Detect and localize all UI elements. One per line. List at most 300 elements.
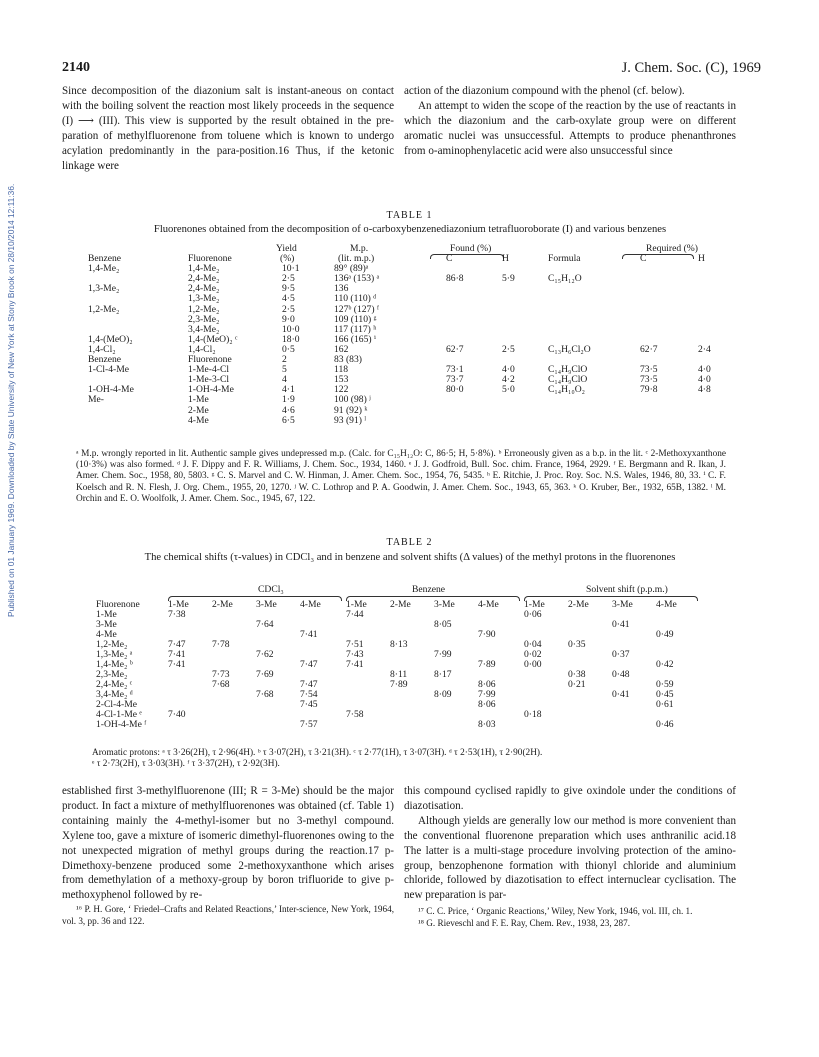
table-cell	[542, 315, 640, 325]
table-cell: 2,4-Me₂ ᶜ	[96, 679, 133, 690]
table-cell: 1,4-Cl₂	[88, 343, 116, 355]
table-cell: 2·5	[282, 303, 295, 315]
note-line: Aromatic protons: ᵃ τ 3·26(2H), τ 2·96(4H). ᵇ τ 3·07(2H), τ 3·21(3H). ᶜ τ 2·77(1H), τ 3·07(3H). ᵈ τ 2·53(1H), τ 2·90(2H).	[92, 748, 543, 758]
table-cell	[568, 710, 612, 720]
journal-header: J. Chem. Soc. (C), 1969	[621, 60, 761, 76]
table-cell: 7·45	[300, 699, 318, 710]
table-cell	[524, 680, 568, 690]
table-cell: 7·47	[300, 679, 318, 690]
table1-heading: TABLE 1	[386, 210, 433, 221]
table-row	[88, 284, 728, 294]
table-cell	[542, 395, 640, 405]
table-cell	[640, 274, 698, 284]
table-cell: 7·62	[256, 649, 274, 660]
table-cell: 7·73	[212, 669, 230, 680]
table-cell	[568, 700, 612, 710]
table-cell: 4·8	[697, 384, 711, 396]
table-cell	[212, 610, 256, 620]
table-cell: 0·18	[524, 709, 542, 720]
table-cell: 1,4-(MeO)₂	[88, 333, 133, 345]
table-cell: 153	[334, 374, 349, 386]
column-header: Benzene	[88, 253, 122, 265]
table-cell: 0·02	[524, 649, 542, 660]
table-row	[88, 274, 728, 284]
table-cell: 122	[334, 384, 349, 396]
table-cell: 0·5	[282, 343, 295, 355]
table-cell: 5·9	[502, 273, 515, 285]
table-cell: 7·58	[346, 709, 364, 720]
table-cell	[434, 630, 478, 640]
table-cell: 0·48	[612, 669, 630, 680]
column-header: Found (%)	[450, 243, 492, 254]
table-cell	[640, 395, 698, 405]
column-header: 3-Me	[256, 599, 277, 610]
table-cell: 7·89	[478, 659, 496, 670]
column-header: (lit. m.p.)	[338, 253, 375, 265]
table-cell	[212, 650, 256, 660]
table-row	[96, 620, 696, 630]
table-cell: 4	[282, 374, 287, 386]
table-cell	[698, 305, 728, 315]
table-cell	[502, 406, 542, 416]
table-cell	[612, 720, 656, 730]
table-cell: 89° (89)ᵃ	[334, 263, 369, 275]
table-cell	[212, 720, 256, 730]
table-cell: 10·1	[282, 263, 300, 275]
table2	[96, 600, 696, 730]
table-cell	[390, 610, 434, 620]
paragraph: Although yields are generally low our method is more convenient than the conventional fluorenone preparation which uses anthranilic acid.18 The latter is a multi-stage procedure involving protection of the amino-group, benzophenone formation with thionyl chloride and aluminium chloride, followed by diazotisation to effect internuclear cyclisation. The new preparation is par-	[404, 814, 736, 902]
table-row	[88, 264, 728, 274]
table-cell	[612, 700, 656, 710]
paragraph: An attempt to widen the scope of the reaction by the use of reactants in which the diazonium and the carb-oxylate group were on different aromatic nuclei was unsuccessful. Attempts to produce phenanthrones from o-aminophenylacetic acid were also unsuccessful since	[404, 99, 736, 157]
table-cell: 1,4-Me₂	[188, 263, 220, 275]
table-row	[96, 650, 696, 660]
table-cell	[256, 720, 300, 730]
table-cell: 5	[282, 364, 287, 376]
table-cell: C₁₅H₁₂O	[548, 273, 582, 285]
table-cell	[88, 406, 188, 416]
paragraph: this compound cyclised rapidly to give oxindole under the conditions of diazotisation.	[404, 785, 736, 812]
table-row	[88, 416, 728, 426]
table1-caption: Fluorenones obtained from the decomposition of o-carboxybenzenediazonium tetrafluoroborate (I) and various benzenes	[153, 224, 667, 235]
table-cell: 8·06	[478, 679, 496, 690]
table-cell: 7·44	[346, 609, 364, 620]
table-cell	[502, 315, 542, 325]
column-header: Formula	[548, 253, 581, 265]
table-cell	[698, 395, 728, 405]
table-cell: 2·5	[282, 273, 295, 285]
table-cell	[300, 640, 346, 650]
group-label: CDCl₃	[258, 584, 284, 595]
column-header: 1-Me	[524, 599, 545, 610]
table-cell	[390, 620, 434, 630]
table-cell: 7·38	[168, 609, 186, 620]
table-cell	[346, 690, 390, 700]
table-cell	[698, 264, 728, 274]
table-row	[88, 305, 728, 315]
table-cell	[502, 284, 542, 294]
table-cell: 136	[334, 283, 349, 295]
table-cell: 7·41	[346, 659, 364, 670]
table-cell	[390, 720, 434, 730]
table-cell: 7·89	[390, 679, 408, 690]
table-cell: 7·40	[168, 709, 186, 720]
table-cell: 2,3-Me₂	[188, 313, 220, 325]
table-cell	[88, 315, 188, 325]
table-cell: 3,4-Me₂ ᵈ	[96, 689, 133, 700]
table-cell: 9·0	[282, 313, 295, 325]
table-cell: 7·57	[300, 719, 318, 730]
table-cell: 73·5	[640, 374, 658, 386]
table-cell	[168, 680, 212, 690]
table-cell: 7·90	[478, 629, 496, 640]
table-cell: 0·42	[656, 659, 674, 670]
table-cell: 9·5	[282, 283, 295, 295]
table-cell	[212, 710, 256, 720]
table-cell	[524, 670, 568, 680]
paragraph: established first 3-methylfluorenone (III; R = 3-Me) should be the major product. In fact a mixture of methylfluorenones was obtained (cf. Table 1) containing mainly the 4-methyl-isomer but no 3-methyl compound. Xylene too, gave a mixture of isomeric dimethyl-fluorenones owing to the not unexpected migration of methyl groups during the reaction.17 p-Dimethoxy-benzene produced some 2-methoxyxanthone which arises from demethylation of a methoxy-group by boron trifluoride to give p-methoxyphenol followed by re-	[62, 785, 394, 902]
table-cell	[542, 325, 640, 335]
table-cell	[446, 294, 502, 304]
table-cell: 7·68	[212, 679, 230, 690]
table-cell: 1-Me	[96, 609, 117, 620]
table-cell	[212, 620, 256, 630]
column-header: Required (%)	[646, 243, 698, 254]
column-header: C	[640, 253, 647, 265]
table-cell	[656, 640, 696, 650]
table-row	[88, 345, 728, 355]
table-cell	[502, 325, 542, 335]
table-cell: Me-	[88, 394, 104, 406]
table-cell	[346, 620, 390, 630]
table-cell: 2,4-Me₂	[188, 283, 220, 295]
table-cell: 18·0	[282, 333, 300, 345]
table-cell: 4-Me	[96, 629, 117, 640]
footnote-17: ¹⁷ C. C. Price, ‘ Organic Reactions,’ Wiley, New York, 1946, vol. III, ch. 1.	[418, 906, 693, 917]
table-cell	[542, 305, 640, 315]
table-cell: 0·35	[568, 639, 586, 650]
table-cell: 8·03	[478, 719, 496, 730]
column-header: 4-Me	[656, 599, 677, 610]
table-cell: 118	[334, 364, 349, 376]
table-cell: 1-Me	[188, 394, 209, 406]
table-cell	[300, 610, 346, 620]
table-cell	[656, 610, 696, 620]
table-row	[88, 315, 728, 325]
table-row	[96, 680, 696, 690]
note-line: ᵉ τ 2·73(2H), τ 3·03(3H). ᶠ τ 3·37(2H), τ 2·92(3H).	[92, 759, 280, 770]
paragraph: action of the diazonium compound with the phenol (cf. below).	[404, 85, 685, 97]
table-cell: 166 (165) ⁱ	[334, 333, 376, 345]
table-cell: 5·0	[502, 384, 515, 396]
table-cell: C₁₄H₉ClO	[548, 364, 588, 376]
footnote-18: ¹⁸ G. Rieveschl and F. E. Ray, Chem. Rev., 1938, 23, 287.	[418, 917, 631, 928]
table-cell: 0·49	[656, 629, 674, 640]
column-header: (%)	[280, 253, 295, 265]
table-cell	[390, 650, 434, 660]
table-cell	[168, 720, 212, 730]
table-cell: 1,4-(MeO)₂ ᶜ	[188, 333, 238, 345]
table-cell: C₁₄H₁₀O₂	[548, 384, 585, 396]
table-cell	[568, 610, 612, 620]
table-cell	[256, 700, 300, 710]
table-cell: 0·04	[524, 639, 542, 650]
column-header: Yield	[276, 243, 297, 254]
table-cell	[698, 294, 728, 304]
table-cell: 2·5	[502, 343, 515, 355]
table-cell	[698, 274, 728, 284]
table-cell: 136ᵃ (153) ᵃ	[334, 273, 380, 285]
table-row	[88, 395, 728, 405]
table-cell: 3-Me	[96, 619, 117, 630]
table-cell: 8·17	[434, 669, 452, 680]
table-cell	[212, 700, 256, 710]
table-cell: 109 (110) ᵍ	[334, 313, 377, 325]
table-cell	[346, 720, 390, 730]
table-cell: 110 (110) ᵈ	[334, 293, 377, 305]
column-header: 3-Me	[612, 599, 633, 610]
table-cell	[446, 325, 502, 335]
table-cell: 62·7	[446, 343, 464, 355]
table-cell: 7·47	[300, 659, 318, 670]
table-cell: 8·13	[390, 639, 408, 650]
table-cell	[640, 406, 698, 416]
table-cell: 7·68	[256, 689, 274, 700]
table-cell: 79·8	[640, 384, 658, 396]
table-cell	[446, 416, 502, 426]
table-cell: 127ᵇ (127) ᶠ	[334, 303, 379, 315]
page-number: 2140	[62, 60, 90, 75]
top-left-column	[62, 84, 394, 173]
column-header: Fluorenone	[188, 253, 232, 265]
table-cell	[640, 416, 698, 426]
bottom-left-column	[62, 784, 394, 927]
table-cell: 1,4-Cl₂	[188, 343, 216, 355]
table-cell: 0·21	[568, 679, 586, 690]
table-cell: 1-Cl-4-Me	[88, 364, 130, 376]
table-cell	[542, 284, 640, 294]
table2-notes	[92, 748, 742, 770]
table-cell: 93 (91) ˡ	[334, 414, 366, 426]
table-cell	[212, 690, 256, 700]
table-row	[96, 710, 696, 720]
column-header: C	[446, 253, 453, 265]
table-cell: 162	[334, 343, 349, 355]
table-cell	[256, 630, 300, 640]
column-header: M.p.	[350, 243, 369, 254]
table-cell: 2-Me	[188, 404, 209, 416]
table2-heading: TABLE 2	[386, 537, 433, 548]
table-cell	[542, 294, 640, 304]
table-cell: 91 (92) ᵏ	[334, 404, 368, 416]
table-cell: 7·78	[212, 639, 230, 650]
table-cell: 7·54	[300, 689, 318, 700]
table-cell	[390, 690, 434, 700]
bottom-right-column	[404, 784, 736, 929]
table-cell: 1-OH-4-Me	[188, 384, 234, 396]
table-cell: 2,3-Me₂	[96, 669, 128, 680]
table-cell: 7·64	[256, 619, 274, 630]
table-cell	[390, 700, 434, 710]
table-cell	[502, 416, 542, 426]
table-cell: 7·99	[434, 649, 452, 660]
table-cell: 73·5	[640, 364, 658, 376]
table-cell: 1,2-Me₂	[88, 303, 120, 315]
table-cell: 0·45	[656, 689, 674, 700]
table-cell: 1,2-Me₂	[96, 639, 128, 650]
table2-caption: The chemical shifts (τ-values) in CDCl₃ and in benzene and solvent shifts (Δ values) of the methyl protons in the fluorenones	[144, 552, 676, 563]
table-cell	[568, 690, 612, 700]
table-cell: Benzene	[88, 354, 122, 366]
table-cell	[568, 620, 612, 630]
table-cell: 2	[282, 354, 287, 366]
table-cell: C₁₃H₆Cl₂O	[548, 343, 591, 355]
table-row	[88, 406, 728, 416]
table-cell	[502, 305, 542, 315]
table-row	[88, 325, 728, 335]
table-cell: 4·6	[282, 404, 295, 416]
table-cell: 4·0	[502, 364, 515, 376]
table-row	[88, 294, 728, 304]
column-header: 1-Me	[168, 599, 189, 610]
table-cell: 0·61	[656, 699, 674, 710]
table-cell: 4·2	[502, 374, 515, 386]
table-cell	[640, 294, 698, 304]
table-cell	[446, 406, 502, 416]
table-cell: 2·4	[697, 343, 711, 355]
table-cell: 8·05	[434, 619, 452, 630]
table-cell: 117 (117) ʰ	[334, 323, 377, 335]
table-cell	[640, 325, 698, 335]
table-header-row	[88, 254, 728, 264]
table-cell	[168, 690, 212, 700]
column-header: 2-Me	[212, 599, 233, 610]
table-cell: 0·38	[568, 669, 586, 680]
table-cell: 0·00	[524, 659, 542, 670]
table1	[88, 244, 728, 426]
column-header: 2-Me	[390, 599, 411, 610]
table-cell: 10·0	[282, 323, 300, 335]
table-cell	[168, 670, 212, 680]
table-cell: 0·37	[612, 649, 630, 660]
table-cell: 1,4-Me₂	[88, 263, 120, 275]
table-cell	[524, 620, 568, 630]
table-cell	[640, 315, 698, 325]
table-cell: 0·41	[612, 689, 630, 700]
table-row	[96, 700, 696, 710]
table-cell: 1·9	[282, 394, 295, 406]
paragraph: Since decomposition of the diazonium salt is instant-aneous on contact with the boiling solvent the reaction most likely proceeds in the sequence (I) ⟶ (III). This view is supported by the result obtained in the pre-paration of methylfluorenone from toluene which is known to undergo acylation predominantly in the para-position.16 Thus, if the ketonic linkage were	[62, 85, 394, 172]
column-header: 2-Me	[568, 599, 589, 610]
table-cell	[346, 670, 390, 680]
table-cell: 1,3-Me₂	[188, 293, 220, 305]
table-row	[96, 720, 696, 730]
table-row	[88, 335, 728, 345]
table-cell: 2,4-Me₂	[188, 273, 220, 285]
group-label: Benzene	[412, 584, 446, 595]
table-row	[88, 365, 728, 375]
table-cell	[640, 305, 698, 315]
table-cell: 7·41	[168, 649, 186, 660]
table-cell	[446, 315, 502, 325]
table-cell: 0·59	[656, 679, 674, 690]
table-cell: 6·5	[282, 414, 295, 426]
table-cell: 80·0	[446, 384, 464, 396]
column-header: 3-Me	[434, 599, 455, 610]
table-cell: 1,2-Me₂	[188, 303, 220, 315]
table-cell	[612, 630, 656, 640]
table-cell: 73·7	[446, 374, 464, 386]
table-cell: 7·99	[478, 689, 496, 700]
table-cell	[640, 284, 698, 294]
table-cell: 1-Me-4-Cl	[188, 364, 230, 376]
table-cell: 1,3-Me₂	[88, 283, 120, 295]
table-cell: 62·7	[640, 343, 658, 355]
table1-notes: ᵃ M.p. wrongly reported in lit. Authentic sample gives undepressed m.p. (Calc. for C₁₅H₁₂O: C, 86·5; H, 5·8%). ᵇ Erroneously given as a b.p. in the lit. ᶜ 2-Methoxyxanthone (10·3%) was also formed. ᵈ J. F. Dippy and F. R. Williams, J. Chem. Soc., 1934, 1460. ᵉ J. J. Godfroid, Bull. Soc. chim. France, 1964, 2929. ᶠ E. Bergmann and R. Ikan, J. Amer. Chem. Soc., 1958, 80, 5803. ᵍ C. S. Marvel and C. W. Hinman, J. Amer. Chem. Soc., 1954, 76, 5435. ʰ E. Ritchie, J. Proc. Roy. Soc. N.S. Wales, 1946, 80, 33. ⁱ C. F. Koelsch and R. N. Flesh, J. Org. Chem., 1955, 20, 1270. ʲ W. C. Lothrop and P. A. Goodwin, J. Amer. Chem. Soc., 1943, 65, 363. ᵏ O. Kruber, Ber., 1932, 65B, 1382. ˡ M. Orchin and E. O. Woolfolk, J. Amer. Chem. Soc., 1945, 67, 122.	[76, 449, 726, 504]
table-cell: 73·1	[446, 364, 464, 376]
table-cell	[612, 710, 656, 720]
table-cell: 7·43	[346, 649, 364, 660]
table-cell: 7·47	[168, 639, 186, 650]
column-header: 1-Me	[346, 599, 367, 610]
table-cell	[168, 620, 212, 630]
table-header-row	[88, 244, 728, 254]
table-cell	[524, 720, 568, 730]
column-header: H	[697, 253, 705, 265]
table-cell: 0·06	[524, 609, 542, 620]
table-cell	[434, 720, 478, 730]
table-cell	[434, 710, 478, 720]
table-cell	[478, 640, 524, 650]
table-cell: 4-Me	[188, 414, 209, 426]
table-cell	[698, 406, 728, 416]
table-cell	[346, 680, 390, 690]
table-cell	[88, 416, 188, 426]
table-row	[96, 640, 696, 650]
column-header: 4-Me	[478, 599, 499, 610]
table-cell: 8·09	[434, 689, 452, 700]
table-cell: 83 (83)	[334, 354, 362, 366]
table-cell: 4·1	[282, 384, 295, 396]
table-cell	[524, 690, 568, 700]
column-header: Fluorenone	[96, 599, 140, 610]
table-cell	[478, 610, 524, 620]
table-cell	[568, 720, 612, 730]
table-cell	[698, 284, 728, 294]
table-cell	[698, 315, 728, 325]
table-cell: 0·46	[656, 719, 674, 730]
table-cell	[698, 325, 728, 335]
table-header-row	[96, 600, 696, 610]
table-cell	[446, 395, 502, 405]
table-cell	[434, 700, 478, 710]
table-cell: Fluorenone	[188, 354, 232, 366]
table-cell: 7·41	[300, 629, 318, 640]
table-cell: 1-OH-4-Me	[88, 384, 134, 396]
table-cell	[542, 406, 640, 416]
table-cell	[568, 650, 612, 660]
download-watermark: Published on 01 January 1969. Downloaded by State University of New York at Stony Brook on 28/10/2014 12:11:36.	[6, 183, 16, 617]
table-row	[88, 375, 728, 385]
column-header: 4-Me	[300, 599, 321, 610]
table-cell: 2-Cl-4-Me	[96, 699, 138, 710]
table-cell	[446, 305, 502, 315]
table-cell: 0·41	[612, 619, 630, 630]
table-cell: 4·0	[697, 374, 711, 386]
table-row	[96, 610, 696, 620]
table-row	[96, 690, 696, 700]
